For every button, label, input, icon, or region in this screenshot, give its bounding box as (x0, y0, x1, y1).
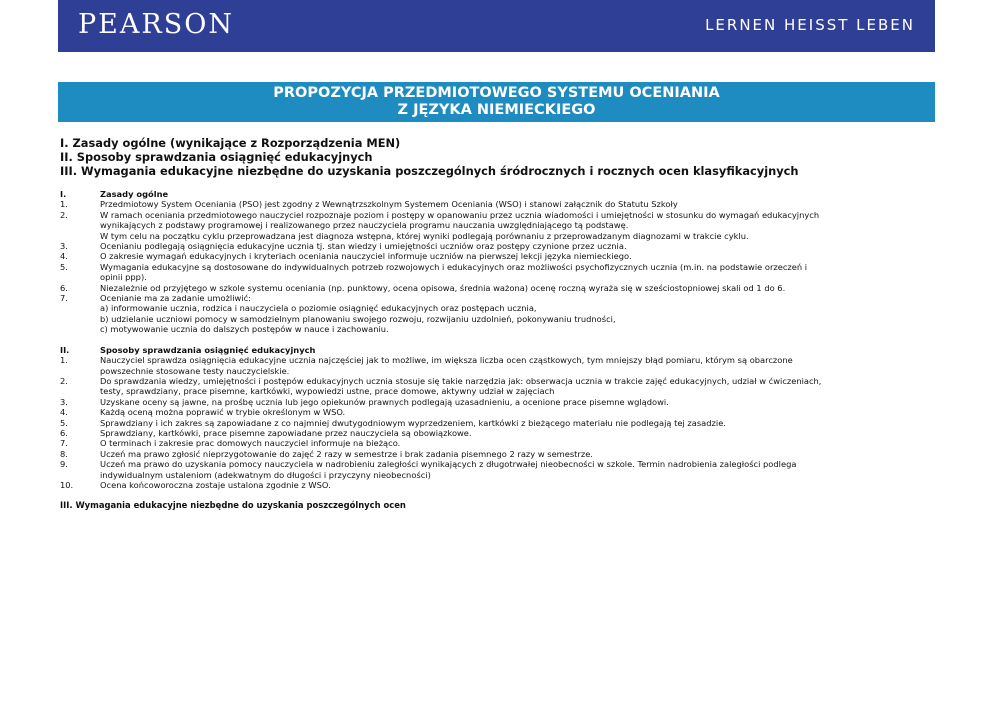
item-line: Każdą oceną można poprawić w trybie określonym w WSO. (100, 407, 346, 418)
list-item (60, 355, 930, 376)
item-number: 3. (60, 396, 68, 407)
item-line: Uzyskane oceny są jawne, na prośbę ucznia lub jego opiekunów prawnych podlegają uzasadnieniu, a ocenione prace pisemne wglądowi. (100, 396, 669, 407)
item-number: 7. (60, 438, 68, 449)
item-line: Wymagania edukacyjne są dostosowane do indywidualnych potrzeb rozwojowych i edukacyjnych oraz możliwości psychofizycznych ucznia (m.in. na podstawie orzeczeń i (100, 261, 808, 272)
item-number: 3. (60, 241, 68, 252)
item-number: 1. (60, 355, 68, 366)
section-number: II. (60, 344, 70, 355)
item-line: O terminach i zakresie prac domowych nauczyciel informuje na bieżąco. (100, 438, 401, 449)
toc-item: II. Sposoby sprawdzania osiągnięć edukacyjnych (60, 150, 373, 164)
list-item (60, 407, 930, 417)
item-text (100, 459, 930, 480)
item-line: Niezależnie od przyjętego w szkole systemu oceniania (np. punktowy, ocena opisowa, średnia ważona) ocenę roczną wyraża się w sześciostopniowej skali od 1 do 6. (100, 282, 786, 293)
item-line: Ocenianie ma za zadanie umożliwić: (100, 293, 251, 304)
section-number: I. (60, 189, 67, 199)
item-line: c) motywowanie ucznia do dalszych postępów w nauce i zachowaniu. (100, 324, 389, 335)
list-item (60, 293, 930, 335)
item-text (100, 428, 930, 438)
pearson-logo: PEARSON (78, 9, 234, 40)
list-item (60, 241, 930, 251)
item-text (100, 480, 930, 490)
item-number: 4. (60, 251, 68, 262)
item-number: 1. (60, 199, 68, 210)
item-line: Ocena końcoworoczna zostaje ustalona zgodnie z WSO. (100, 479, 331, 490)
item-line: wynikających z podstawy programowej i realizowanego przez nauczyciela programu nauczania uwzględniającego tą podstawę. (100, 220, 629, 231)
list-item (60, 397, 930, 407)
item-text (100, 438, 930, 448)
item-line: O zakresie wymagań edukacyjnych i kryteriach oceniania nauczyciel informuje uczniów na pierwszej lekcji języka niemieckiego. (100, 251, 632, 262)
section-title: Zasady ogólne (100, 189, 169, 199)
item-text (100, 283, 930, 293)
item-number: 7. (60, 293, 68, 304)
item-text (100, 397, 930, 407)
list-item (60, 438, 930, 448)
item-number: 6. (60, 282, 68, 293)
title-line-2: Z JĘZYKA NIEMIECKIEGO (397, 102, 596, 118)
item-line: Ocenianiu podlegają osiągnięcia edukacyjne ucznia tj. stan wiedzy i umiejętności uczniów oraz postępy czynione przez ucznia. (100, 241, 627, 252)
item-number: 6. (60, 427, 68, 438)
item-text (100, 449, 930, 459)
list-item (60, 283, 930, 293)
item-line: testy, sprawdziany, prace pisemne, kartkówki, wypowiedzi ustne, prace domowe, aktywny udział w zajęciach (100, 386, 555, 397)
list-item (60, 376, 930, 397)
item-text (100, 199, 930, 209)
item-number: 2. (60, 375, 68, 386)
item-text (100, 210, 930, 241)
item-number: 5. (60, 417, 68, 428)
item-number: 4. (60, 407, 68, 418)
item-number: 10. (60, 479, 74, 490)
item-text (100, 251, 930, 261)
slogan: LERNEN HEISST LEBEN (705, 16, 915, 34)
list-item (60, 251, 930, 261)
list-item (60, 449, 930, 459)
item-number: 8. (60, 448, 68, 459)
list-item (60, 428, 930, 438)
toc-item: III. Wymagania edukacyjne niezbędne do uzyskania poszczególnych śródrocznych i rocznych ocen klasyfikacyjnych (60, 164, 799, 178)
list-item (60, 459, 930, 480)
item-line: indywidualnym ustaleniom (adekwatnym do długości i przyczyny nieobecności) (100, 469, 431, 480)
item-line: Sprawdziany i ich zakres są zapowiadane z co najmniej dwutygodniowym wyprzedzeniem, kartkówki z bieżącego materiału nie podlegają tej zasadzie. (100, 417, 726, 428)
item-line: b) udzielanie uczniowi pomocy w samodzielnym planowaniu swojego rozwoju, rozwijaniu uzdolnień, pokonywaniu trudności, (100, 313, 616, 324)
item-text (100, 355, 930, 376)
item-line: powszechnie stosowane testy nauczycielskie. (100, 365, 290, 376)
list-item (60, 418, 930, 428)
section-heading (60, 345, 930, 355)
header-banner (58, 0, 935, 52)
table-of-contents (60, 136, 940, 178)
item-text (100, 418, 930, 428)
item-line: a) informowanie ucznia, rodzica i nauczyciela o poziomie osiągnięć edukacyjnych oraz postępach ucznia, (100, 303, 537, 314)
list-item (60, 262, 930, 283)
item-text (100, 293, 930, 335)
item-line: Uczeń ma prawo zgłosić nieprzygotowanie do zajęć 2 razy w semestrze i brak zadania pisemnego 2 razy w semestrze. (100, 448, 593, 459)
item-line: W tym celu na początku cyklu przeprowadzana jest diagnoza wstępna, której wyniki podlegają porównaniu z przeprowadzanym diagnozami w trakcie cyklu. (100, 230, 749, 241)
title-line-1: PROPOZYCJA PRZEDMIOTOWEGO SYSTEMU OCENIANIA (273, 85, 720, 101)
document-body (60, 189, 930, 511)
item-line: Uczeń ma prawo do uzyskania pomocy nauczyciela w nadrobieniu zaległości wynikających z długotrwałej nieobecności w szkole. Termin nadrobienia zaległości podlega (100, 459, 797, 470)
list-item (60, 210, 930, 241)
item-line: opinii ppp). (100, 272, 147, 283)
list-item (60, 480, 930, 490)
item-text (100, 376, 930, 397)
item-number: 9. (60, 459, 68, 470)
document-title (58, 82, 935, 122)
item-line: Nauczyciel sprawdza osiągnięcia edukacyjne ucznia najczęściej jak to możliwe, im większa liczba ocen cząstkowych, tym mniejszy błąd pomiaru, którym są obarczone (100, 355, 793, 366)
item-number: 2. (60, 209, 68, 220)
section-3-heading: III. Wymagania edukacyjne niezbędne do uzyskania poszczególnych ocen (60, 500, 406, 511)
item-line: Przedmiotowy System Oceniania (PSO) jest zgodny z Wewnątrzszkolnym Systemem Oceniania (WSO) i stanowi załącznik do Statutu Szkoły (100, 199, 678, 210)
item-text (100, 262, 930, 283)
item-text (100, 241, 930, 251)
item-text (100, 407, 930, 417)
item-number: 5. (60, 261, 68, 272)
item-line: Sprawdziany, kartkówki, prace pisemne zapowiadane przez nauczyciela są obowiązkowe. (100, 427, 472, 438)
item-line: W ramach oceniania przedmiotowego nauczyciel rozpoznaje poziom i postępy w opanowaniu przez ucznia wiadomości i umiejętności w stosunku do wymagań edukacyjnych (100, 209, 820, 220)
section-title: Sposoby sprawdzania osiągnięć edukacyjnych (100, 344, 316, 355)
section-heading (60, 189, 930, 199)
section-1 (60, 189, 930, 335)
item-line: Do sprawdzania wiedzy, umiejętności i postępów edukacyjnych ucznia stosuje się takie narzędzia jak: obserwacja ucznia w trakcie zajęć edukacyjnych, udział w ćwiczeniach, (100, 375, 822, 386)
toc-item: I. Zasady ogólne (wynikające z Rozporządzenia MEN) (60, 136, 401, 150)
list-item (60, 199, 930, 209)
section-2 (60, 345, 930, 491)
